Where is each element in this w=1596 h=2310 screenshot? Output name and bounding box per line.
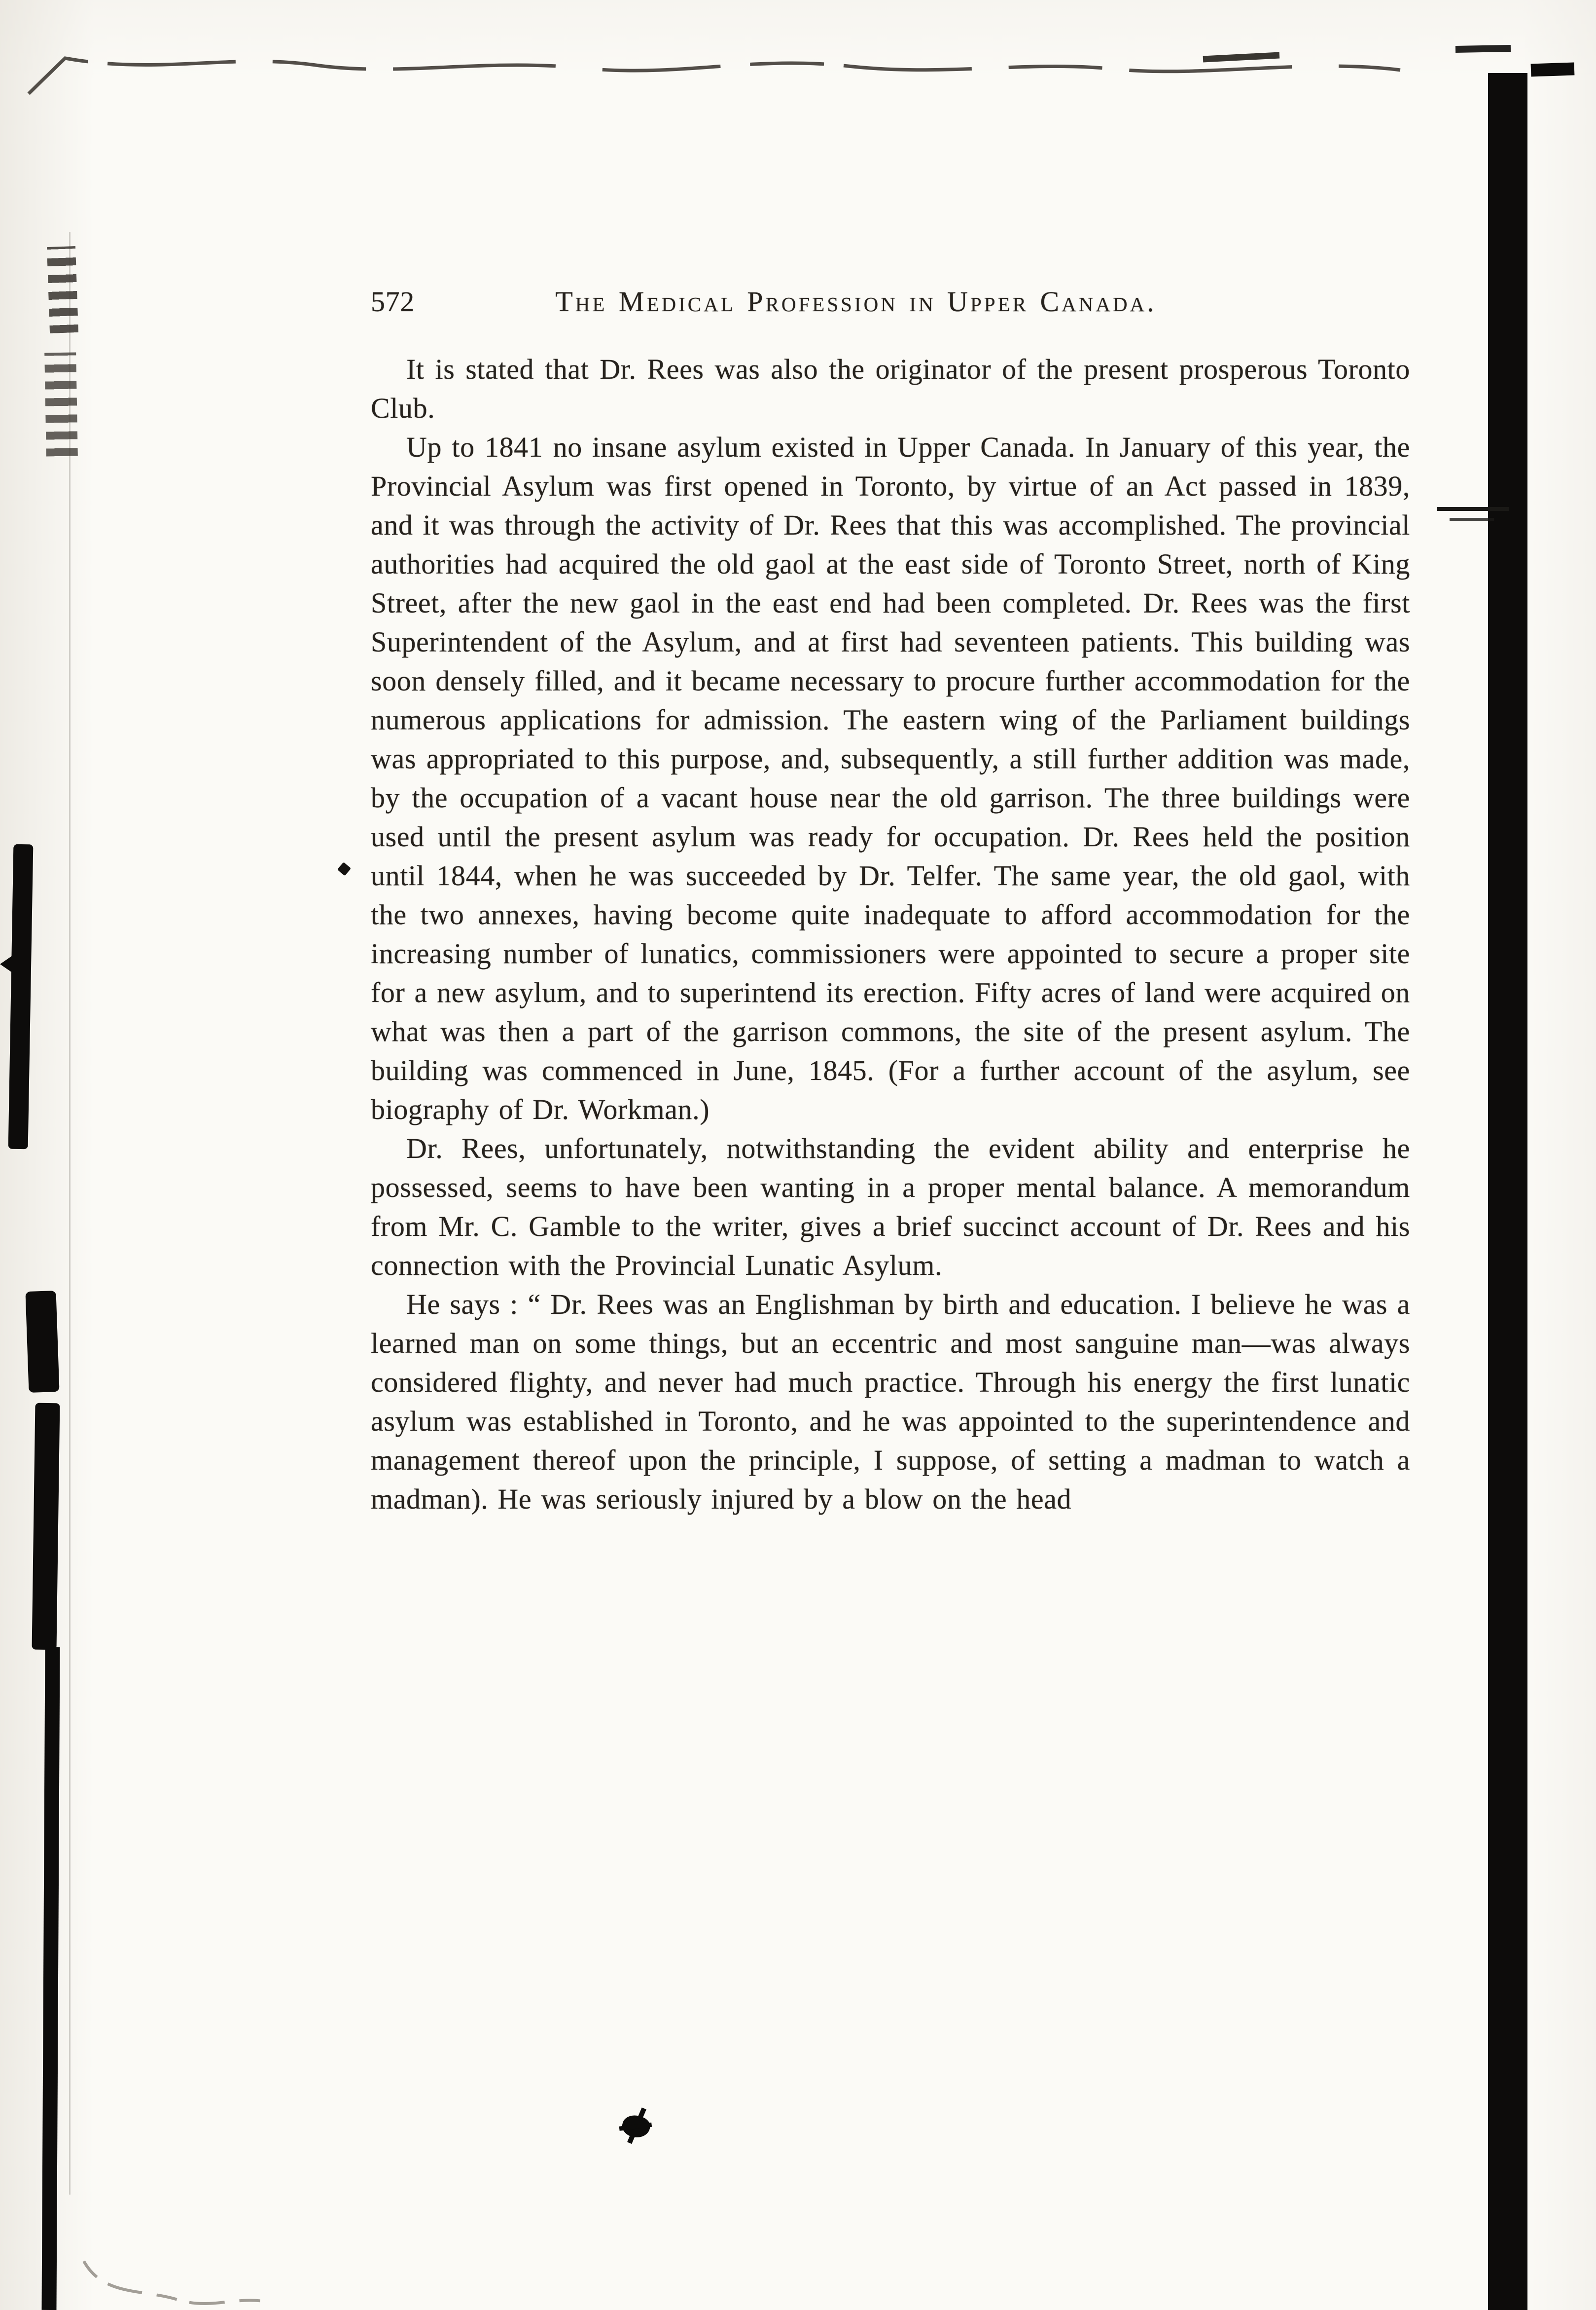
- scan-artifact-right-top-dash: [1531, 62, 1575, 76]
- scan-artifact-margin-mark: [337, 862, 351, 876]
- paragraph-toronto-club: It is stated that Dr. Rees was also the originator of the present prosperous Toronto Club.: [371, 353, 1410, 424]
- page-header: [371, 282, 1410, 321]
- scan-artifact-left-bar-2: [32, 1403, 60, 1650]
- paragraph-gamble-memo: He says : “ Dr. Rees was an Englishman by birth and education. I believe he was a learned man on some things, but an eccentric and most sanguine man—was always considered flighty, and never had much practice. Through his energy the first lunatic asylum was established in Toronto, and he was appointed to the superintendence and management thereof upon the principle, I suppose, of setting a madman to watch a madman). He was seriously injured by a blow on the head: [371, 1288, 1410, 1515]
- scan-artifact-binding-smudge-2: [44, 352, 78, 456]
- paragraph-mental-balance: Dr. Rees, unfortunately, notwithstanding the evident ability and enterprise he possessed, seems to have been wanting in a proper mental balance. A memorandum from Mr. C. Gamble to the writer, gives a brief succinct account of Dr. Rees and his connection with the Provincial Lunatic Asylum.: [371, 1132, 1410, 1281]
- torn-page-edge-line: [0, 0, 1596, 113]
- running-title: The Medical Profession in Upper Canada.: [555, 286, 1157, 318]
- scan-artifact-corner-squiggle: [74, 2241, 281, 2310]
- paragraph-asylum-history: Up to 1841 no insane asylum existed in Upper Canada. In January of this year, the Provincial Asylum was first opened in Toronto, by virtue of an Act passed in 1839, and it was through the activity of Dr. Rees that this was accomplished. The provincial authorities had acquired the old gaol at the east side of Toronto Street, north of King Street, after the new gaol in the east end had been completed. Dr. Rees was the first Superintendent of the Asylum, and at first had seventeen patients. This building was soon densely filled, and it became necessary to procure further accommodation for the numerous applications for admission. The eastern wing of the Parliament buildings was appropriated to this purpose, and, subsequently, a still further addition was made, by the occupation of a vacant house near the old garrison. The three buildings were used until the present asylum was ready for occupation. Dr. Rees held the position until 1844, when he was succeeded by Dr. Telfer. The same year, the old gaol, with the two annexes, having become quite inadequate to afford accommodation for the increasing number of lunatics, commissioners were appointed to secure a proper site for a new asylum, and to superintend its erection. Fifty acres of land were acquired on what was then a part of the garrison commons, the site of the present asylum. The building was commenced in June, 1845. (For a further account of the asylum, see biography of Dr. Workman.): [371, 431, 1410, 1125]
- scan-artifact-ink-blot: [620, 2113, 652, 2141]
- scan-artifact-margin-dash-2: [1450, 518, 1494, 521]
- scan-artifact-fold-line: [69, 232, 71, 2195]
- scan-artifact-top-right-dash: [1455, 45, 1511, 53]
- scan-artifact-left-arrowhead: [0, 948, 24, 980]
- scan-artifact-left-bar-1: [8, 844, 34, 1150]
- scan-artifact-left-blob: [25, 1291, 59, 1393]
- page-content: [371, 282, 1410, 1518]
- scan-artifact-margin-dash: [1437, 507, 1509, 511]
- scan-artifact-binding-smudge-1: [47, 246, 78, 333]
- page-number: 572: [371, 286, 415, 318]
- scan-artifact-left-bar-3: [41, 1647, 60, 2310]
- scan-artifact-right-black-bar: [1488, 73, 1527, 2310]
